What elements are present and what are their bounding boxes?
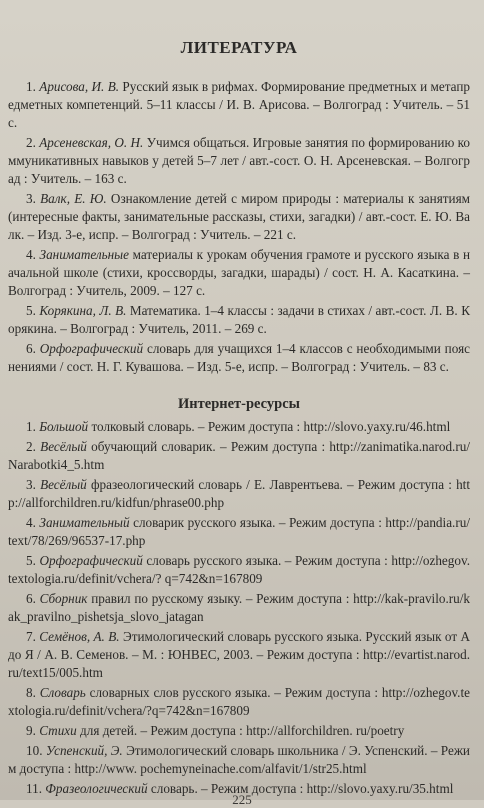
internet-resource-entry xyxy=(8,438,470,474)
entry-number: 6. xyxy=(26,341,36,356)
entry-author: Орфографический xyxy=(39,553,143,568)
entry-author: Словарь xyxy=(39,685,86,700)
entry-text: словарик русского языка. – Режим доступа : http://pandia.ru/text/78/269/96537-17.php xyxy=(8,515,470,548)
entry-text: материалы к урокам обучения грамоте и русского языка в начальной школе (стихи, кроссворды, загадки, шарады) / сост. Н. А. Касаткина. – Волгоград : Учитель, 2009. – 127 с. xyxy=(8,247,470,298)
entry-number: 3. xyxy=(26,477,36,492)
entry-text: Ознакомление детей с миром природы : материалы к занятиям (интересные факты, занимательные рассказы, стихи, загадки) / авт.-сост. Е. Ю. Валк. – Изд. 3-е, испр. – Волгоград : Учитель. – 221 с. xyxy=(8,191,470,242)
entry-number: 6. xyxy=(26,591,36,606)
entry-author: Семёнов, А. В. xyxy=(39,629,120,644)
entry-author: Арисова, И. В. xyxy=(39,79,120,94)
entry-author: Стихи xyxy=(39,723,77,738)
entry-number: 7. xyxy=(26,629,36,644)
entry-text: Математика. 1–4 классы : задачи в стихах / авт.-сост. Л. В. Корякина. – Волгоград : Учитель, 2011. – 269 с. xyxy=(8,303,470,336)
entry-text: обучающий словарик. – Режим доступа : http://zanimatika.narod.ru/Narabotki4_5.htm xyxy=(8,439,471,472)
entry-author: Фразеологический xyxy=(45,781,148,796)
entry-author: Арсеневская, О. Н. xyxy=(39,135,144,150)
entry-number: 3. xyxy=(26,191,36,206)
entry-text: фразеологический словарь / Е. Лаврентьева. – Режим доступа : http://allforchildren.ru/kidfun/phrase00.php xyxy=(8,477,470,510)
page-title: ЛИТЕРАТУРА xyxy=(180,38,298,57)
internet-resource-entry xyxy=(8,722,470,740)
entry-text: Этимологический словарь русского языка. Русский язык от А до Я / А. В. Семенов. – М. : ЮНВЕС, 2003. – Режим доступа : http://evartist.narod. ru/text15/005.htm xyxy=(8,629,470,680)
literature-entry xyxy=(8,302,470,338)
entry-author: Корякина, Л. В. xyxy=(39,303,127,318)
entry-text: словарь для учащихся 1–4 классов с необходимыми пояснениями / сост. Н. Г. Кувашова. – Изд. 5-е, испр. – Волгоград : Учитель. – 83 с. xyxy=(8,341,470,374)
entry-text: словарь. – Режим доступа : http://slovo.yaxy.ru/35.html xyxy=(147,781,454,796)
entry-author: Сборник xyxy=(39,591,88,606)
entry-author: Занимательные xyxy=(39,247,129,262)
literature-entry xyxy=(8,78,470,132)
internet-resource-entry xyxy=(8,418,470,436)
entry-author: Занимательный xyxy=(39,515,130,530)
literature-entry xyxy=(8,340,470,376)
literature-list xyxy=(8,78,470,376)
internet-resources-list xyxy=(8,418,470,798)
entry-author: Большой xyxy=(39,419,89,434)
entry-text: для детей. – Режим доступа : http://allforchildren. ru/poetry xyxy=(76,723,405,738)
internet-resource-entry xyxy=(8,590,470,626)
entry-author: Весёлый xyxy=(40,477,87,492)
entry-text: Русский язык в рифмах. Формирование предметных и метапредметных компетенций. 5–11 классы / И. В. Арисова. – Волгоград : Учитель. – 51 с. xyxy=(8,79,471,130)
internet-resources-heading: Интернет-ресурсы xyxy=(178,396,300,412)
entry-author: Успенский, Э. xyxy=(45,743,123,758)
internet-resource-entry xyxy=(8,628,470,682)
entry-number: 5. xyxy=(26,303,36,318)
internet-resource-entry xyxy=(8,514,470,550)
entry-number: 4. xyxy=(26,247,36,262)
entry-number: 8. xyxy=(26,685,36,700)
entry-number: 9. xyxy=(26,723,36,738)
entry-number: 1. xyxy=(26,79,36,94)
entry-text: Учимся общаться. Игровые занятия по формированию коммуникативных навыков у детей 5–7 лет / авт.-сост. О. Н. Арсеневская. – Волгоград : Учитель. – 163 с. xyxy=(8,135,470,186)
entry-text: толковый словарь. – Режим доступа : http://slovo.yaxy.ru/46.html xyxy=(88,419,451,434)
internet-resource-entry xyxy=(8,684,470,720)
entry-number: 4. xyxy=(26,515,36,530)
literature-entry xyxy=(8,134,470,188)
internet-resource-entry xyxy=(8,552,470,588)
entry-number: 5. xyxy=(26,553,36,568)
entry-text: Этимологический словарь школьника / Э. Успенский. – Режим доступа : http://www. pochemyneinache.com/alfavit/1/str25.html xyxy=(8,743,470,776)
entry-number: 2. xyxy=(26,135,36,150)
entry-text: словарь русского языка. – Режим доступа : http://ozhegov.textologia.ru/definit/vchera/? q=742&n=167809 xyxy=(8,553,471,586)
entry-text: правил по русскому языку. – Режим доступа : http://kak-pravilo.ru/kak_pravilno_pishetsja_slovo_jatagan xyxy=(8,591,471,624)
entry-number: 2. xyxy=(26,439,36,454)
internet-resource-entry xyxy=(8,476,470,512)
entry-author: Весёлый xyxy=(40,439,87,454)
entry-number: 11. xyxy=(26,781,42,796)
entry-number: 1. xyxy=(26,419,36,434)
entry-text: словарных слов русского языка. – Режим доступа : http://ozhegov.textologia.ru/definit/vchera/?q=742&n=167809 xyxy=(8,685,470,718)
literature-entry xyxy=(8,190,470,244)
entry-number: 10. xyxy=(26,743,43,758)
literature-entry xyxy=(8,246,470,300)
entry-author: Валк, Е. Ю. xyxy=(40,191,107,206)
internet-resource-entry xyxy=(8,742,470,778)
entry-author: Орфографический xyxy=(39,341,144,356)
page-number: 225 xyxy=(232,792,252,807)
